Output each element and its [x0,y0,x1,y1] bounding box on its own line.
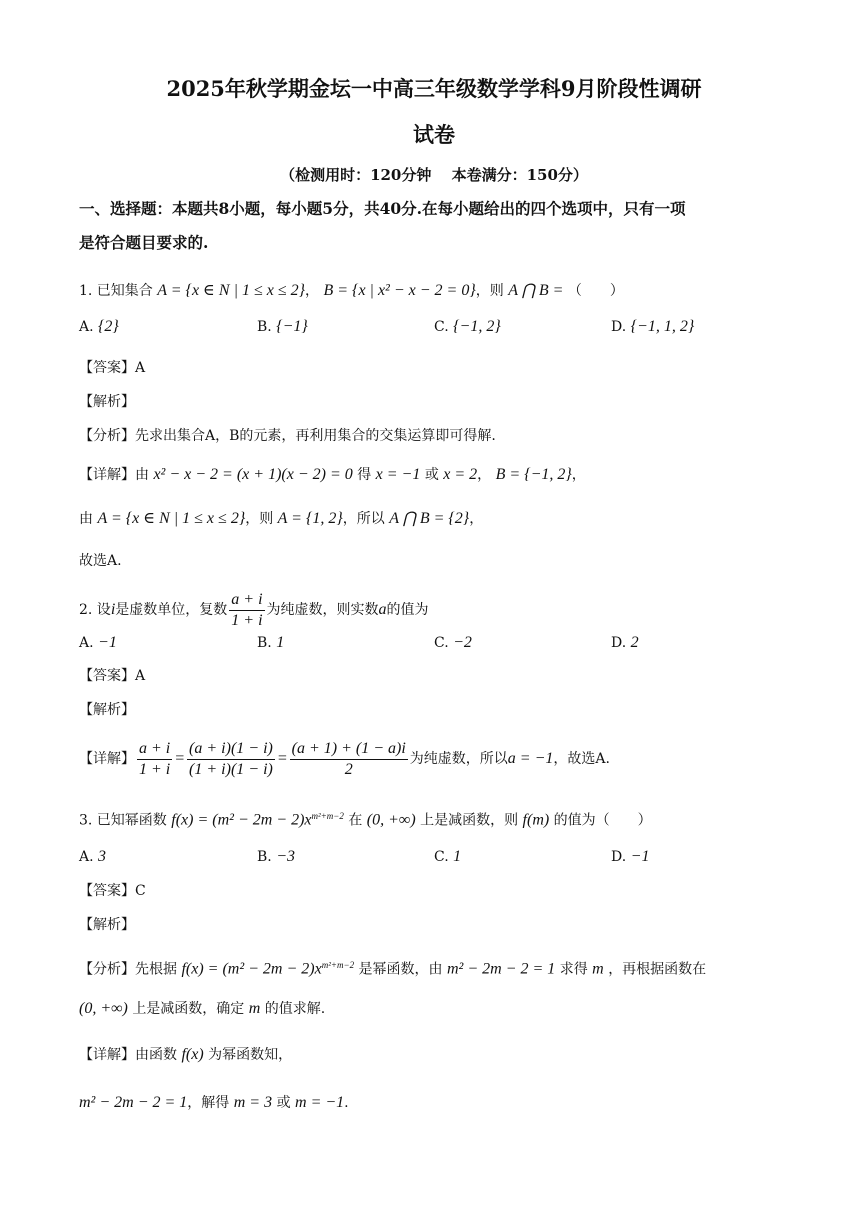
q2-detail-frac2: $\frac{(a + i)(1 - i)}{(1 + i)(1 - i)}$ [189,739,273,778]
q1-expr: A ⋂ B = [508,282,564,299]
q3-option-a: A. 3 [79,848,107,865]
q3-answer: 【答案】C [79,883,146,899]
q1-stem: 1. 已知集合 A = {x ∈ N | 1 ≤ x ≤ 2}， B = {x | x² − x − 2 = 0}，则 A ⋂ B = （ ） [79,282,624,299]
q1-set-a: A = {x ∈ N | 1 ≤ x ≤ 2} [157,282,306,299]
q3-option-c: C. 1 [434,848,462,865]
q3-option-d: D. −1 [611,848,650,865]
q2-fraction: $\frac{a + i}{1 + i}$ [231,590,263,629]
q2-analysis-label: 【解析】 [79,702,135,718]
q2-detail: 【详解】 $\frac{a + i}{1 + i}$ = $\frac{(a + i)(1 - i)}{(1 + i)(1 - i)}$ = $\frac{(a + 1) + (1 - a)i}{2}$ 为纯虚数，所以a = −1，故选A. [79,739,610,778]
q3-option-b: B. −3 [257,848,295,865]
q3-detail-line2: m² − 2m − 2 = 1，解得 m = 3 或 m = −1. [79,1094,349,1111]
q1-set-b: B = {x | x² − x − 2 = 0} [323,282,476,299]
q2-option-b: B. 1 [257,634,285,651]
q1-detail-line2: 由 A = {x ∈ N | 1 ≤ x ≤ 2}，则 A = {1, 2}，所以 A ⋂ B = {2}， [79,510,484,527]
q2-stem: 2. 设i是虚数单位，复数 $\frac{a + i}{1 + i}$ 为纯虚数，则实数a的值为 [79,590,429,629]
q2-answer: 【答案】A [79,668,146,684]
page-title-line2: 试卷 [413,122,455,147]
q2-detail-frac3: $\frac{(a + 1) + (1 - a)i}{2}$ [291,739,406,778]
q1-conclusion: 故选A. [79,553,122,569]
q3-stem: 3. 已知幂函数 $f(x) = (m^2 - 2m - 2)x^{m^2+m-2}$ 在 (0, +∞) 上是减函数，则 f(m) 的值为（ ） [79,811,652,829]
q1-option-a: A. {2} [79,318,119,335]
q1-detail-line1: 【详解】由 x² − x − 2 = (x + 1)(x − 2) = 0 得 x = −1 或 x = 2， B = {−1, 2}， [79,466,586,483]
q3-analysis-label: 【解析】 [79,917,135,933]
q2-detail-frac1: $\frac{a + i}{1 + i}$ [139,739,171,778]
q2-option-a: A. −1 [79,634,117,651]
q3-fenxi-line1: 【分析】先根据 $f(x) = (m^2 - 2m - 2)x^{m^2+m-2}$ 是幂函数，由 m² − 2m − 2 = 1 求得 m ，再根据函数在 [79,960,707,978]
q1-answer: 【答案】A [79,360,146,376]
section-header: 一、选择题：本题共8小题，每小题5分，共40分.在每小题给出的四个选项中，只有一项 [79,199,686,218]
q1-option-d: D. {−1, 1, 2} [611,318,695,335]
q1-option-b: B. {−1} [257,318,308,335]
page-title: 2025年秋学期金坛一中高三年级数学学科9月阶段性调研 [166,76,702,101]
q1-fenxi: 【分析】先求出集合A，B的元素，再利用集合的交集运算即可得解. [79,428,496,444]
q3-fenxi-line2: (0, +∞) 上是减函数，确定 m 的值求解. [79,1000,326,1017]
section-header-line2: 是符合题目要求的. [79,233,209,252]
q3-detail: 【详解】由函数 f(x) 为幂函数知， [79,1046,293,1063]
q1-analysis-label: 【解析】 [79,394,135,410]
q1-option-c: C. {−1, 2} [434,318,501,335]
q2-option-c: C. −2 [434,634,472,651]
q2-option-d: D. 2 [611,634,639,651]
exam-subtitle: （检测用时：120分钟 本卷满分：150分） [280,166,588,184]
